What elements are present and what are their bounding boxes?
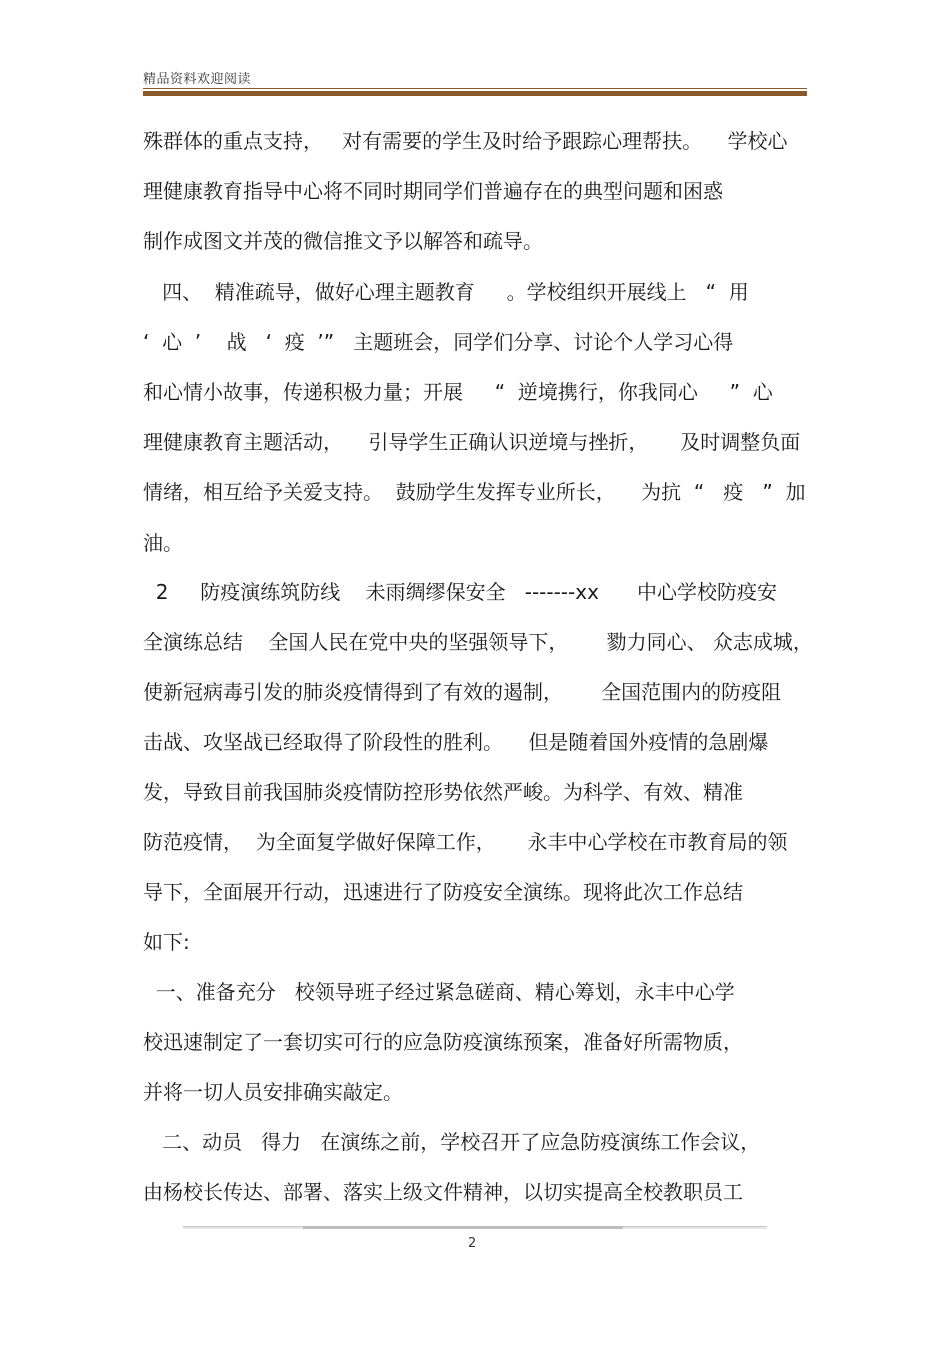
text-line: 理健康教育主题活动， 引导学生正确认识逆境与挫折， 及时调整负面 [143, 430, 801, 454]
header-divider-thick [143, 91, 807, 96]
header-title: 精品资料欢迎阅读 [143, 72, 252, 87]
text-line: 发，导致目前我国肺炎疫情防控形势依然严峻。为科学、有效、精准 [143, 780, 743, 804]
header-divider [143, 88, 807, 97]
text-line: 由杨校长传达、部署、落实上级文件精神，以切实提高全校教职员工 [143, 1180, 743, 1204]
text-line: 油。 [143, 531, 183, 555]
footer-divider [183, 1226, 767, 1229]
text-line: 导下，全面展开行动，迅速进行了防疫安全演练。现将此次工作总结 [143, 880, 743, 904]
text-line: 防范疫情， 为全面复学做好保障工作， 永丰中心学校在市教育局的领 [143, 830, 788, 854]
text-line: 殊群体的重点支持， 对有需要的学生及时给予跟踪心理帮扶。 学校心 [143, 129, 788, 153]
text-line: 校迅速制定了一套切实可行的应急防疫演练预案，准备好所需物质， [143, 1030, 743, 1054]
text-line: 一、准备充分 校领导班子经过紧急磋商、精心筹划，永丰中心学 [143, 980, 735, 1004]
text-line: 和心情小故事，传递积极力量；开展 “ 逆境携行，你我同心 ” 心 [143, 380, 773, 404]
header-divider-thin [143, 88, 807, 89]
text-line: 使新冠病毒引发的肺炎疫情得到了有效的遏制， 全国范围内的防疫阻 [143, 680, 782, 704]
footer-divider-accent [303, 1226, 623, 1229]
text-line: 全演练总结 全国人民在党中央的坚强领导下， 勠力同心、 众志成城， [143, 630, 813, 654]
text-line: ‘ 心 ’ 战 ‘ 疫 ’” 主题班会，同学们分享、讨论个人学习心得 [143, 330, 734, 354]
text-line: 如下: [143, 930, 190, 954]
text-line: 理健康教育指导中心将不同时期同学们普遍存在的典型问题和困惑 [143, 179, 723, 203]
text-line: 二、动员 得力 在演练之前，学校召开了应急防疫演练工作会议， [143, 1130, 761, 1154]
text-line: 四、 精准疏导，做好心理主题教育 。学校组织开展线上 “ 用 [143, 280, 749, 304]
text-line: 制作成图文并茂的微信推文予以解答和疏导。 [143, 229, 543, 253]
text-line: 并将一切人员安排确实敲定。 [143, 1080, 403, 1104]
text-line: 击战、攻坚战已经取得了阶段性的胜利。 但是随着国外疫情的急剧爆 [143, 730, 769, 754]
text-line: 2 防疫演练筑防线 未雨绸缪保安全 -------xx 中心学校防疫安 [143, 580, 778, 604]
text-line: 情绪，相互给予关爱支持。 鼓励学生发挥专业所长， 为抗 “ 疫 ” 加 [143, 480, 806, 504]
page-number: 2 [468, 1236, 477, 1251]
